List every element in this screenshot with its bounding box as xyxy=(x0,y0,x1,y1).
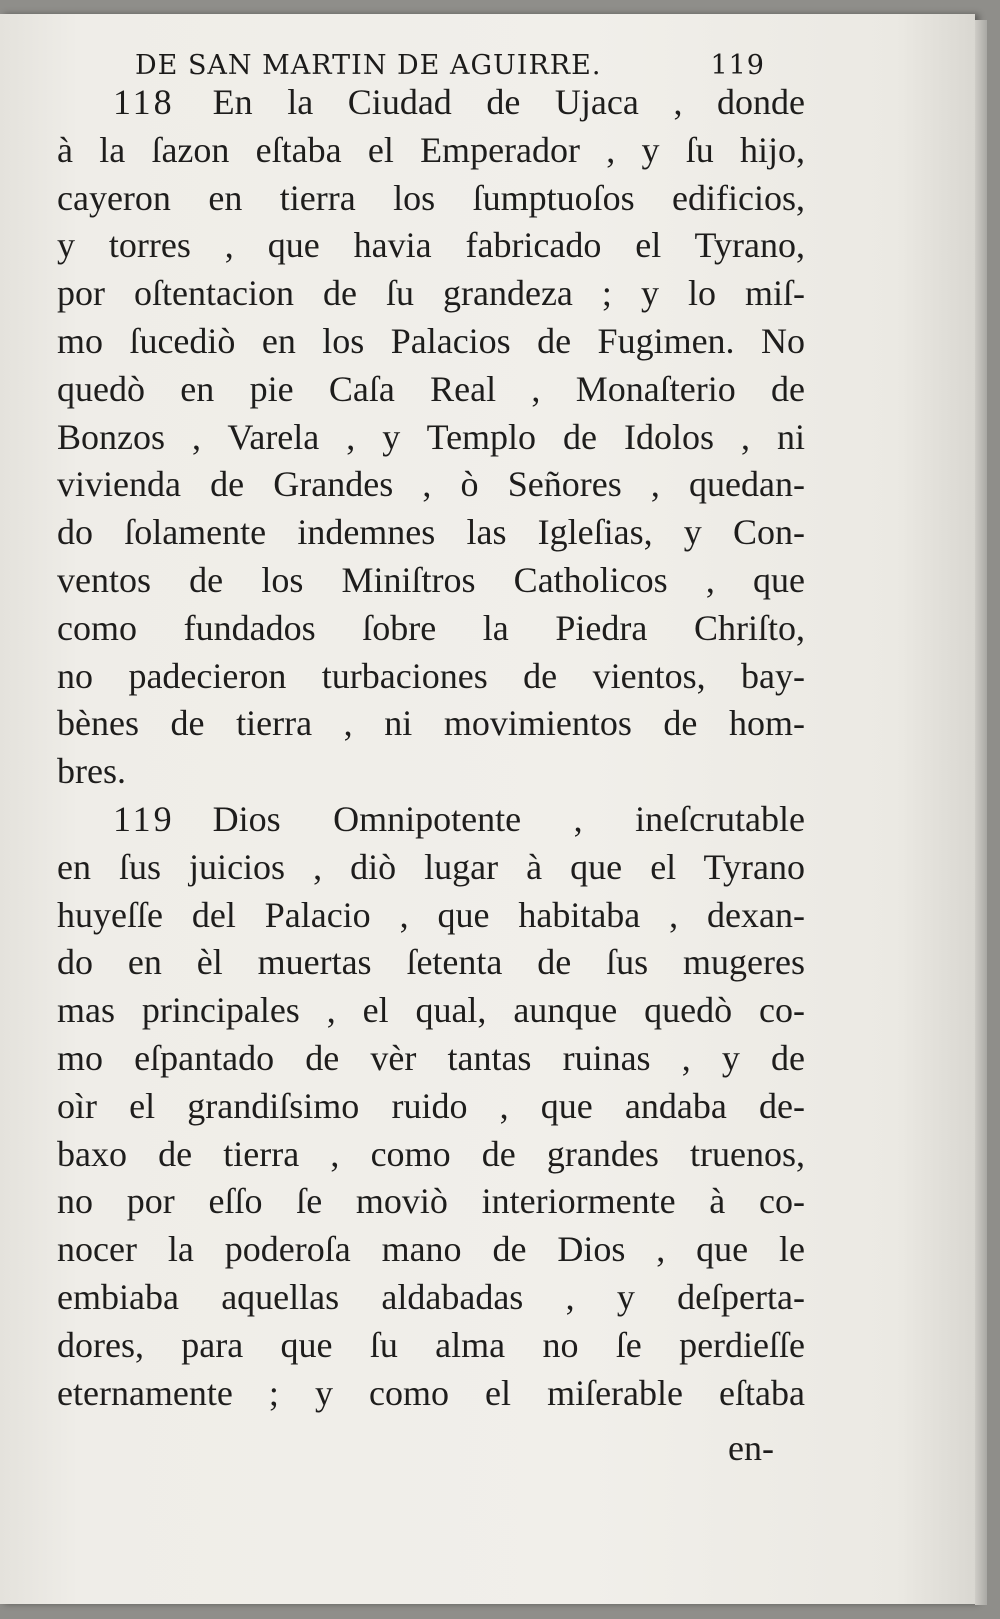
text-line xyxy=(57,605,805,653)
text-line xyxy=(57,557,805,605)
text-line xyxy=(57,1274,805,1322)
page-edge xyxy=(975,20,987,1605)
text-line xyxy=(57,509,805,557)
line-text: como fundados ſobre la Piedra Chriſto, xyxy=(57,607,805,648)
paragraph-number: 118 xyxy=(113,82,175,122)
text-line xyxy=(57,461,805,509)
line-text: do ſolamente indemnes las Igleſias, y Con- xyxy=(57,512,805,553)
line-text: ventos de los Miniſtros Catholicos , que xyxy=(57,559,805,600)
line-text: bres. xyxy=(57,751,126,792)
line-text: no por eſſo ſe moviò interiormente à co- xyxy=(57,1181,805,1222)
text-line xyxy=(57,1083,805,1131)
text-line xyxy=(57,844,805,892)
text-line xyxy=(57,79,805,127)
paragraph-number: 119 xyxy=(113,798,175,839)
text-line xyxy=(57,796,805,844)
line-text: no padecieron turbaciones de vientos, bay- xyxy=(57,655,805,696)
book-page xyxy=(0,14,975,1604)
line-text: y torres , que havia fabricado el Tyrano, xyxy=(57,225,805,266)
line-text: à la ſazon eſtaba el Emperador , y ſu hijo, xyxy=(57,129,805,170)
line-text: mas principales , el qual, aunque quedò co- xyxy=(57,990,805,1031)
line-text: quedò en pie Caſa Real , Monaſterio de xyxy=(57,368,805,409)
text-line xyxy=(57,1035,805,1083)
running-header xyxy=(135,50,765,82)
line-text: En la Ciudad de Ujaca , donde xyxy=(212,82,805,122)
text-line xyxy=(57,700,805,748)
line-text: baxo de tierra , como de grandes truenos, xyxy=(57,1133,805,1174)
page-number: 119 xyxy=(710,50,765,81)
line-text: bènes de tierra , ni movimientos de hom- xyxy=(57,703,805,744)
text-line xyxy=(57,366,805,414)
line-text: nocer la poderoſa mano de Dios , que le xyxy=(57,1229,805,1270)
line-text: dores, para que ſu alma no ſe perdieſſe xyxy=(57,1324,805,1365)
line-text: oìr el grandiſsimo ruido , que andaba de- xyxy=(57,1085,805,1126)
body-text xyxy=(57,79,805,1417)
text-line xyxy=(57,127,805,175)
running-title: DE SAN MARTIN DE AGUIRRE. xyxy=(135,50,602,81)
catchword: en- xyxy=(728,1428,774,1468)
line-text: por oſtentacion de ſu grandeza ; y lo miſ- xyxy=(57,273,805,314)
line-text: Bonzos , Varela , y Templo de Idolos , ni xyxy=(57,416,805,457)
line-text: do en èl muertas ſetenta de ſus mugeres xyxy=(57,942,805,983)
line-text: en ſus juicios , diò lugar à que el Tyrano xyxy=(57,846,805,887)
text-line xyxy=(57,1131,805,1179)
text-line xyxy=(57,892,805,940)
text-line xyxy=(57,1178,805,1226)
text-line xyxy=(57,414,805,462)
line-text: cayeron en tierra los ſumptuoſos edificios, xyxy=(57,177,805,218)
text-line xyxy=(57,270,805,318)
text-line xyxy=(57,1370,805,1418)
text-line xyxy=(57,1322,805,1370)
line-text: mo ſucediò en los Palacios de Fugimen. No xyxy=(57,320,805,361)
text-line xyxy=(57,1226,805,1274)
line-text: eternamente ; y como el miſerable eſtaba xyxy=(57,1372,805,1413)
text-line xyxy=(57,939,805,987)
line-text: vivienda de Grandes , ò Señores , quedan- xyxy=(57,464,805,505)
text-line xyxy=(57,987,805,1035)
text-line xyxy=(57,175,805,223)
line-text: huyeſſe del Palacio , que habitaba , dexan- xyxy=(57,894,805,935)
text-line xyxy=(57,748,805,796)
line-text: Dios Omnipotente , ineſcrutable xyxy=(212,798,805,839)
text-line xyxy=(57,318,805,366)
line-text: mo eſpantado de vèr tantas ruinas , y de xyxy=(57,1037,805,1078)
line-text: embiaba aquellas aldabadas , y deſperta- xyxy=(57,1276,805,1317)
text-line xyxy=(57,222,805,270)
text-line xyxy=(57,653,805,701)
